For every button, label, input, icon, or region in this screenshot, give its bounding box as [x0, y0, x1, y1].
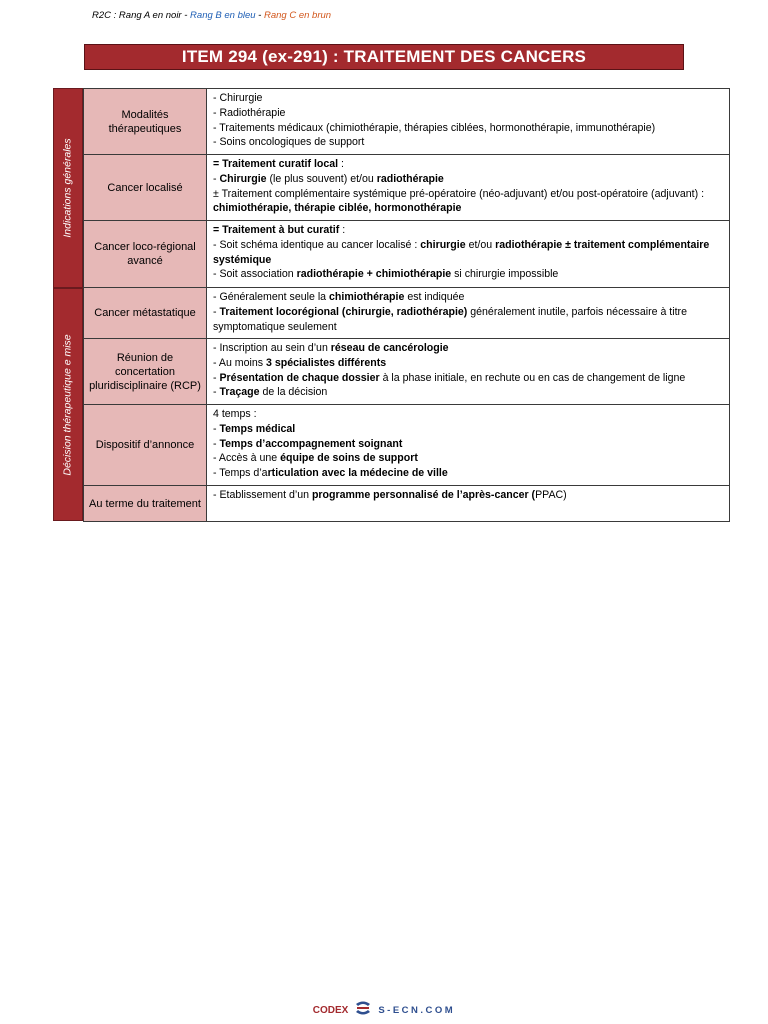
row-content	[207, 339, 730, 405]
plain-text: - Accès à une	[213, 452, 281, 465]
plain-text: - Etablissement d’un	[213, 489, 312, 501]
plain-text: -	[213, 386, 220, 399]
content-line	[213, 305, 724, 335]
content-line: 4 temps :	[213, 408, 257, 420]
side-label-indications-text: Indications générales	[62, 138, 75, 238]
row-label: Modalités thérapeutiques	[84, 89, 207, 155]
bold-text: = Traitement à but curatif	[213, 224, 340, 236]
row-content	[207, 288, 730, 339]
table-row	[84, 89, 730, 155]
bold-text: Chirurgie	[219, 172, 267, 185]
plain-text: ) :	[694, 187, 705, 200]
content-line	[213, 157, 724, 172]
table-row	[84, 339, 730, 405]
bold-text: rticulation avec la médecine de ville	[267, 467, 448, 480]
bold-text: radiothérapie + chimiothérapie	[296, 268, 452, 281]
s-ecn-logo-icon	[354, 1001, 372, 1020]
plain-text: -	[213, 172, 220, 185]
table-row	[84, 155, 730, 221]
legend-separator: -	[255, 10, 264, 21]
bold-text: programme personnalisé de l’après-cancer (	[311, 489, 536, 501]
row-content	[207, 405, 730, 486]
table-row	[84, 221, 730, 288]
treatment-table	[83, 88, 730, 522]
plain-text: PPAC)	[535, 489, 567, 501]
table-row	[84, 405, 730, 486]
legend-separator: -	[181, 10, 191, 21]
table-row	[84, 288, 730, 339]
plain-text: -	[213, 422, 220, 435]
row-content	[207, 486, 730, 522]
brand-text: S-ECN.COM	[378, 1004, 456, 1016]
content-line	[213, 466, 724, 481]
table-row	[84, 486, 730, 522]
content-line: - Soins oncologiques de support	[213, 136, 365, 149]
plain-text: et/ou	[465, 238, 496, 251]
content-line: - Chirurgie	[213, 92, 263, 104]
content-line	[213, 356, 724, 371]
bold-text: 3 spécialistes différents	[266, 356, 387, 369]
page-title: ITEM 294 (ex-291) : TRAITEMENT DES CANCERS	[84, 44, 684, 70]
content-line	[213, 172, 724, 187]
bold-text: Temps médical	[219, 422, 296, 435]
plain-text: si chirurgie impossible	[451, 268, 559, 281]
codex-logo-text: CODEX	[312, 1004, 349, 1016]
bold-text: Traitement locorégional (chirurgie, radiothérapie)	[219, 305, 468, 318]
row-content	[207, 89, 730, 155]
page-footer	[0, 1000, 768, 1020]
bold-text: réseau de cancérologie	[330, 342, 449, 354]
plain-text: - Généralement seule la	[213, 291, 330, 303]
plain-text: - Soit schéma identique au cancer localisé :	[213, 238, 421, 251]
plain-text: - Temps d’a	[213, 467, 268, 480]
legend-rang-a: R2C : Rang A en noir	[92, 10, 182, 21]
content-line	[213, 187, 724, 217]
plain-text: -	[213, 305, 220, 318]
plain-text: généralement inutile, parfois nécessaire à titre symptomatique seulement	[213, 305, 687, 333]
plain-text: (le plus souvent) et/ou	[266, 172, 377, 185]
bold-text: chirurgie	[420, 238, 466, 251]
content-line	[213, 488, 724, 503]
row-label: Réunion de concertation pluridisciplinaire (RCP)	[84, 339, 207, 405]
legend-rang-b: Rang B en bleu	[190, 10, 256, 21]
row-label: Dispositif d’annonce	[84, 405, 207, 486]
plain-text: - Inscription au sein d’un	[213, 342, 331, 354]
bold-text: radiothérapie ± traitement complémentaire systémique	[213, 238, 710, 266]
bold-text: = Traitement curatif local	[213, 158, 339, 170]
content-line: - Traitements médicaux (chimiothérapie, thérapies ciblées, hormonothérapie, immunothérapie)	[213, 121, 656, 134]
bold-text: Temps d’accompagnement soignant	[219, 437, 403, 450]
content-line	[213, 437, 724, 452]
bold-text: chimiothérapie, thérapie ciblée, hormonothérapie	[213, 202, 462, 215]
bold-text: chimiothérapie	[329, 291, 405, 303]
side-label-indications	[53, 88, 83, 288]
plain-text: -	[213, 437, 220, 450]
content-line	[213, 238, 724, 268]
content-line	[213, 385, 724, 400]
row-label: Au terme du traitement	[84, 486, 207, 522]
plain-text: :	[338, 158, 344, 170]
side-label-decision-text: Décision thérapeutique e mise	[62, 333, 74, 476]
content-line	[213, 422, 724, 437]
row-label: Cancer loco-régional avancé	[84, 221, 207, 288]
plain-text: adjuvant	[654, 187, 695, 200]
row-label: Cancer localisé	[84, 155, 207, 221]
plain-text: ± Traitement complémentaire systémique pré-opératoire (néo-adjuvant) et/ou post-opératoire (	[213, 187, 655, 200]
plain-text: est indiquée	[404, 291, 465, 303]
row-label: Cancer métastatique	[84, 288, 207, 339]
content-line	[213, 223, 724, 238]
content-line	[213, 451, 724, 466]
content-line	[213, 290, 724, 305]
legend-rang-c: Rang C en brun	[264, 10, 332, 21]
plain-text: -	[213, 371, 220, 384]
row-content	[207, 221, 730, 288]
plain-text: de la décision	[259, 386, 328, 399]
bold-text: radiothérapie	[376, 172, 444, 185]
row-content	[207, 155, 730, 221]
bold-text: Présentation de chaque dossier	[219, 371, 380, 384]
bold-text: équipe de soins de support	[280, 452, 418, 465]
plain-text: à la phase initiale, en rechute ou en cas de changement de ligne	[379, 371, 686, 384]
side-label-decision	[53, 288, 83, 521]
content-line	[213, 267, 724, 282]
plain-text: - Soit association	[213, 268, 297, 281]
content-line	[213, 371, 724, 386]
rang-legend	[92, 10, 331, 21]
bold-text: Traçage	[219, 386, 260, 399]
content-line	[213, 341, 724, 356]
plain-text: - Au moins	[213, 356, 266, 369]
content-line: - Radiothérapie	[213, 106, 286, 119]
plain-text: :	[339, 224, 346, 236]
